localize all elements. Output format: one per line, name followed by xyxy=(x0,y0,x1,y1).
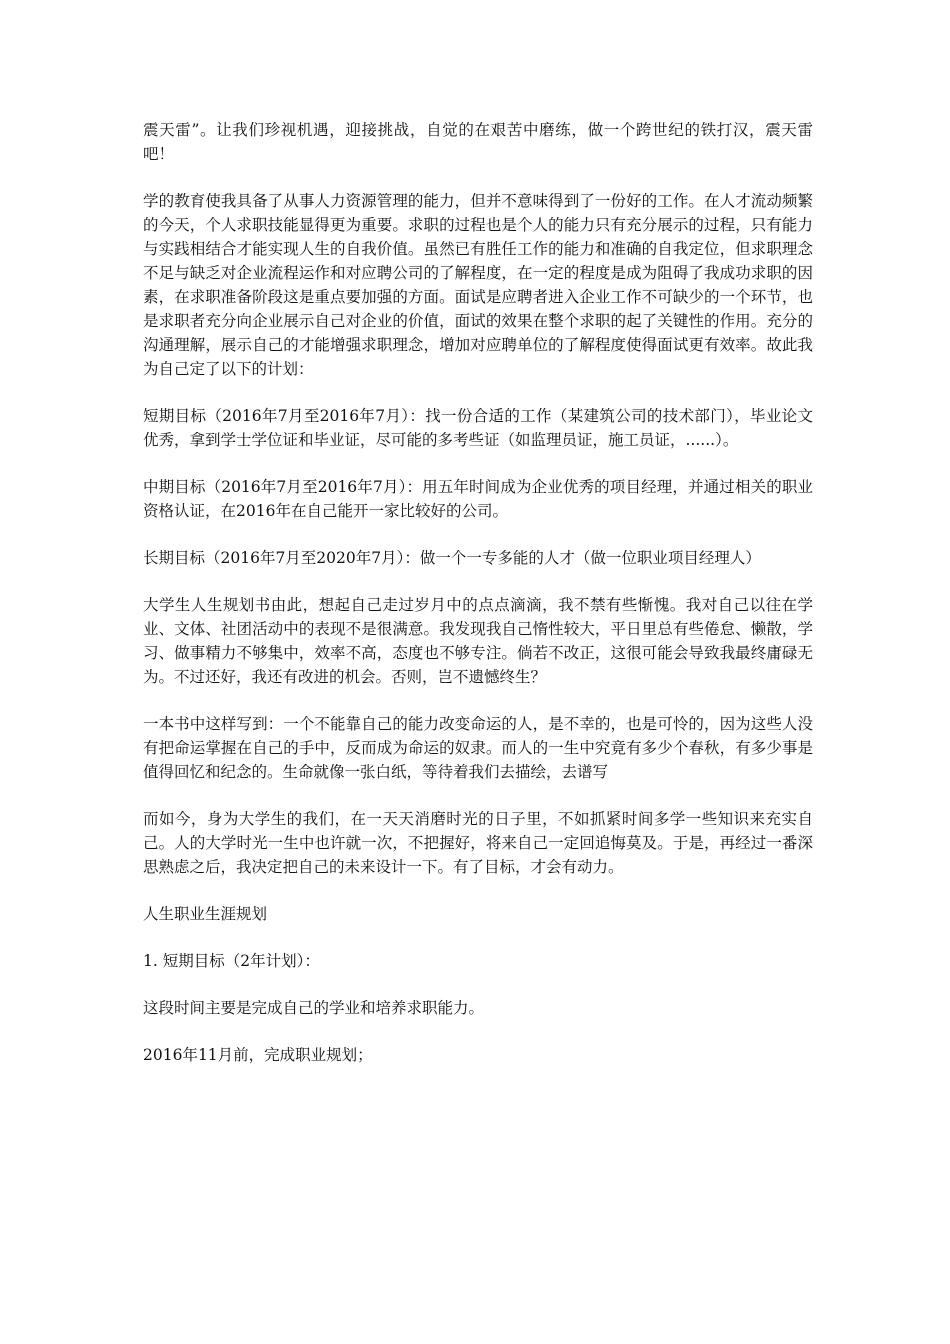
paragraph-long-term-goal: 长期目标（2016年7月至2020年7月）：做一个一专多能的人才（做一位职业项目经理人） xyxy=(143,549,761,567)
paragraph-mid-term-goal: 中期目标（2016年7月至2016年7月）：用五年时间成为企业优秀的项目经理，并通过相关的职业资格认证，在2016年在自己能开一家比较好的公司。 xyxy=(143,478,813,520)
list-item-short-term: 1. 短期目标（2年计划）： xyxy=(143,952,320,970)
paragraph-period-focus: 这段时间主要是完成自己的学业和培养求职能力。 xyxy=(143,999,485,1017)
paragraph-book-quote: 一本书中这样写到：一个不能靠自己的能力改变命运的人，是不幸的，也是可怜的，因为这些人没有把命运掌握在自己的手中，反而成为命运的奴隶。而人的一生中究竟有多少个春秋，有多少事是值得回忆和纪念的。生命就像一张白纸，等待着我们去描绘，去谱写 xyxy=(143,715,813,781)
section-heading-career-plan: 人生职业生涯规划 xyxy=(143,905,268,923)
paragraph-milestone: 2016年11月前，完成职业规划； xyxy=(143,1046,373,1064)
paragraph-short-term-goal: 短期目标（2016年7月至2016年7月）：找一份合适的工作（某建筑公司的技术部门），毕业论文优秀，拿到学士学位证和毕业证，尽可能的多考些证（如监理员证，施工员证，......）。 xyxy=(143,407,813,449)
paragraph-self-reflection: 大学生人生规划书由此，想起自己走过岁月中的点点滴滴，我不禁有些惭愧。我对自己以往在学业、文体、社团活动中的表现不是很满意。我发现我自己惰性较大，平日里总有些倦怠、懒散，学习、做事精力不够集中，效率不高，态度也不够专注。倘若不改正，这很可能会导致我最终庸碌无为。不过还好，我还有改进的机会。否则，岂不遗憾终生？ xyxy=(143,596,813,686)
paragraph-decision: 而如今，身为大学生的我们，在一天天消磨时光的日子里，不如抓紧时间多学一些知识来充实自己。人的大学时光一生中也许就一次，不把握好，将来自己一定回追悔莫及。于是，再经过一番深思熟虑之后，我决定把自己的未来设计一下。有了目标，才会有动力。 xyxy=(143,810,813,876)
document-page xyxy=(143,118,813,1090)
paragraph-education-plan: 学的教育使我具备了从事人力资源管理的能力，但并不意味得到了一份好的工作。在人才流动频繁的今天，个人求职技能显得更为重要。求职的过程也是个人的能力只有充分展示的过程，只有能力与实践相结合才能实现人生的自我价值。虽然已有胜任工作的能力和准确的自我定位，但求职理念不足与缺乏对企业流程运作和对应聘公司的了解程度，在一定的程度是成为阻碍了我成功求职的因素，在求职准备阶段这是重点要加强的方面。面试是应聘者进入企业工作不可缺少的一个环节，也是求职者充分向企业展示自己对企业的价值，面试的效果在整个求职的起了关键性的作用。充分的沟通理解，展示自己的才能增强求职理念，增加对应聘单位的了解程度使得面试更有效率。故此我为自己定了以下的计划： xyxy=(143,192,813,378)
paragraph-intro-ending: 震天雷”。让我们珍视机遇，迎接挑战，自觉的在艰苦中磨练，做一个跨世纪的铁打汉，震天雷吧！ xyxy=(143,121,813,163)
